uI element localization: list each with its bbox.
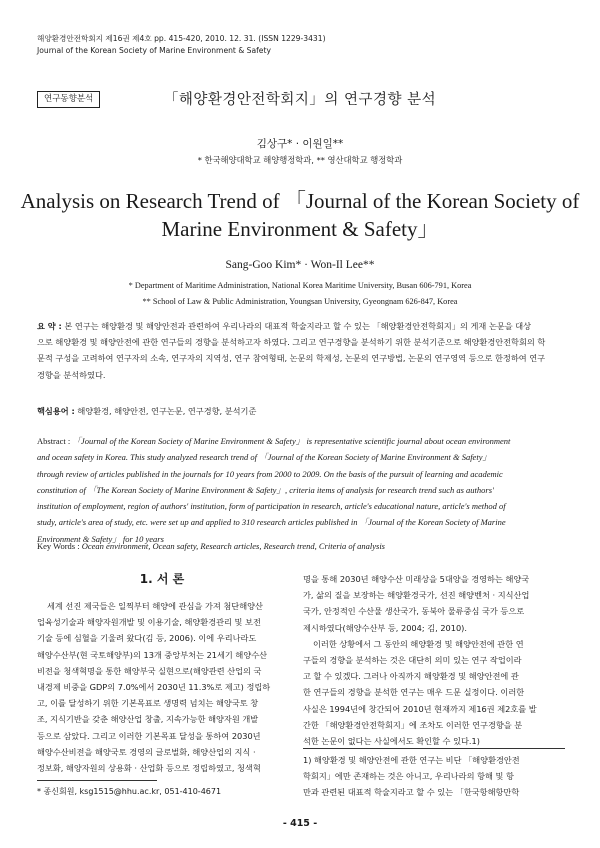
body-line: 업육성기술과 해양자원개발 및 이용기술, 해양환경관리 및 보전 (37, 617, 261, 628)
abstract-ko-label: 요 약 : (37, 321, 62, 331)
abstract-en-line: study, article's area of study, etc. were set up and applied to 310 research articles published in 「Journal of the Korean Society of Marine (37, 517, 506, 528)
abstract-en-line: 「Journal of the Korean Society of Marine Environment & Safety」 is representative scientific journal about ocean environment (72, 436, 511, 446)
abstract-en-line: and ocean safety in Korea. This study analyzed research trend of 「Journal of the Korean Society of Marine Environment & Safety」 (37, 452, 491, 463)
abstract-en-line: institution of employment, region of authors' institution, form of participation in research, article's educational nature, article's method of (37, 501, 506, 512)
keywords-en-label: Key Words : (37, 541, 80, 551)
authors-en: Sang-Goo Kim* · Won-Il Lee** (225, 259, 375, 271)
keywords-en (37, 541, 567, 551)
abstract-en-line: through review of articles published in the journals for 10 years from 2000 to 2009. On the basis of the pursuit of learning and academic (37, 468, 503, 479)
body-line: 비전을 청색혁명을 통한 해양부국 실현으로(해양관련 산업의 국 (37, 665, 262, 676)
body-line: 세계 선진 제국들은 일찍부터 해양에 관심을 가져 첨단해양산 (47, 601, 263, 611)
body-line: 내경제 비중을 GDP의 7.0%에서 2030년 11.3%로 제고) 정립하 (37, 682, 271, 693)
journal-name-en: Journal of the Korean Society of Marine Environment & Safety (37, 46, 271, 55)
title-en-line2: Marine Environment & Safety」 (161, 217, 439, 241)
abstract-ko-line: 본 연구는 해양환경 및 해양안전과 관련하여 우리나라의 대표적 학술지라고 할 수 있는 「해양환경안전학회지」의 게재 논문을 대상 (64, 321, 532, 331)
abstract-ko (37, 318, 567, 383)
body-line: 사실은 1994년에 창간되어 2010년 현재까지 제16권 제2호를 발 (303, 703, 537, 714)
body-line: 이러한 상황에서 그 동안의 해양환경 및 해양안전에 관한 연 (313, 638, 524, 649)
footnote-author: * 종신회원, ksg1515@hhu.ac.kr, 051-410-4671 (37, 787, 222, 796)
footnote-rule (37, 780, 157, 781)
title-en-line1: Analysis on Research Trend of 「Journal of the Korean Society of (20, 189, 580, 213)
authors-ko: 김상구* · 이원일** (256, 138, 344, 150)
affiliation-ko: * 한국해양대학교 해양행정학과, ** 영산대학교 행정학과 (197, 155, 403, 165)
footnote-line: 만과 관련된 대표적 학술지라고 할 수 있는 「한국항해항만학 (303, 787, 520, 798)
body-line: 구들의 경향을 분석하는 것은 대단히 의미 있는 연구 작업이라 (303, 655, 522, 666)
body-line: 기술 등에 심혈을 기울려 왔다(김 등, 2006). 이에 우리나라도 (37, 633, 257, 644)
footnote-1 (303, 752, 565, 801)
body-line: 정보화, 해양자원의 상용화 · 산업화 등으로 정립하였고, 청색혁 (37, 763, 261, 774)
page-number: - 415 - (282, 818, 318, 829)
body-line: 가, 삶의 질을 보장하는 해양환경국가, 선진 해양벤처 · 지식산업 (303, 590, 530, 601)
body-line: 국가, 안정적인 수산물 생산국가, 동북아 물류중심 국가 등으로 (303, 606, 525, 617)
affiliation-en-2: ** School of Law & Public Administration, Youngsan University, Gyeongnam 626-847, Korea (142, 297, 458, 306)
left-column (37, 598, 289, 776)
body-line: 해양수산비전을 해양국토 경영의 글로벌화, 해양산업의 지식 · (37, 746, 256, 757)
abstract-en-line: constitution of 「The Korean Society of Marine Environment & Safety」, criteria items of analysis for research trend such as authors' (37, 484, 494, 495)
footnote-line: 1) 해양환경 및 해양안전에 관한 연구는 비단 「해양환경안전 (303, 755, 520, 765)
keywords-ko-label: 핵심용어 : (37, 406, 75, 416)
abstract-ko-line: 경향을 분석하였다. (37, 369, 106, 380)
right-column (303, 571, 565, 749)
abstract-en-line: Environment & Safety」 for 10 years (37, 533, 164, 544)
citation-line: 해양환경안전학회지 제16권 제4호 pp. 415-420, 2010. 12. 31. (ISSN 1229-3431) (37, 34, 326, 43)
body-line: 명을 통해 2030년 해양수산 미래상을 5대양을 경영하는 해양국 (303, 574, 530, 584)
footnote-rule (303, 748, 565, 749)
body-line: 조, 지식기반을 갖춘 해양산업 창출, 지속가능한 해양자원 개발 (37, 714, 259, 725)
keywords-en-text: Ocean environment, Ocean safety, Research articles, Research trend, Criteria of analysis (81, 541, 385, 551)
keywords-ko (37, 403, 567, 419)
title-ko: 「해양환경안전학회지」의 연구경향 분석 (163, 92, 437, 108)
footnote-line: 학회지」에만 존재하는 것은 아니고, 우리나라의 항해 및 항 (303, 771, 514, 782)
body-line: 해양수산부(현 국토해양부)의 13개 중앙부처는 21세기 해양수산 (37, 649, 268, 660)
abstract-en (37, 433, 567, 547)
article-type-badge: 연구동향분석 (37, 91, 100, 108)
affiliation-en-1: * Department of Maritime Administration, National Korea Maritime University, Busan 606-791, Korea (128, 281, 472, 290)
body-line: 간한 「해양환경안전학회지」에 조차도 이러한 연구경향을 분 (303, 719, 523, 730)
body-line: 고 할 수 있겠다. 그러나 아직까지 해양환경 및 해양안전에 관 (303, 671, 519, 682)
keywords-ko-text: 해양환경, 해양안전, 연구논문, 연구경향, 분석기준 (77, 406, 257, 416)
section-heading: 1. 서 론 (139, 572, 185, 586)
body-line: 석한 논문이 없다는 사실에서도 확인할 수 있다.1) (303, 736, 480, 747)
body-line: 제시하였다(해양수산부 등, 2004; 김, 2010). (303, 622, 467, 633)
abstract-en-label: Abstract : (37, 436, 71, 446)
body-line: 한 연구들의 경향을 분석한 연구는 매우 드문 실정이다. 이러한 (303, 687, 525, 698)
body-line: 등으로 삼았다. 그리고 이러한 기본목표 달성을 통하여 2030년 (37, 730, 261, 741)
abstract-ko-line: 으로 해양환경 및 해양안전에 관한 연구들의 경향을 분석하고자 하였다. 그리고 연구경향을 분석하기 위한 분석기준으로 해양환경안전학회의 학 (37, 337, 546, 348)
abstract-ko-line: 문적 구성을 고려하여 연구자의 소속, 연구자의 지역성, 연구 참여형태, 논문의 학제성, 논문의 연구방법, 논문의 연구영역 등으로 한정하여 연구 (37, 353, 546, 364)
body-line: 고, 이를 달성하기 위한 기본목표로 생명력 넘치는 해양국토 창 (37, 698, 259, 709)
